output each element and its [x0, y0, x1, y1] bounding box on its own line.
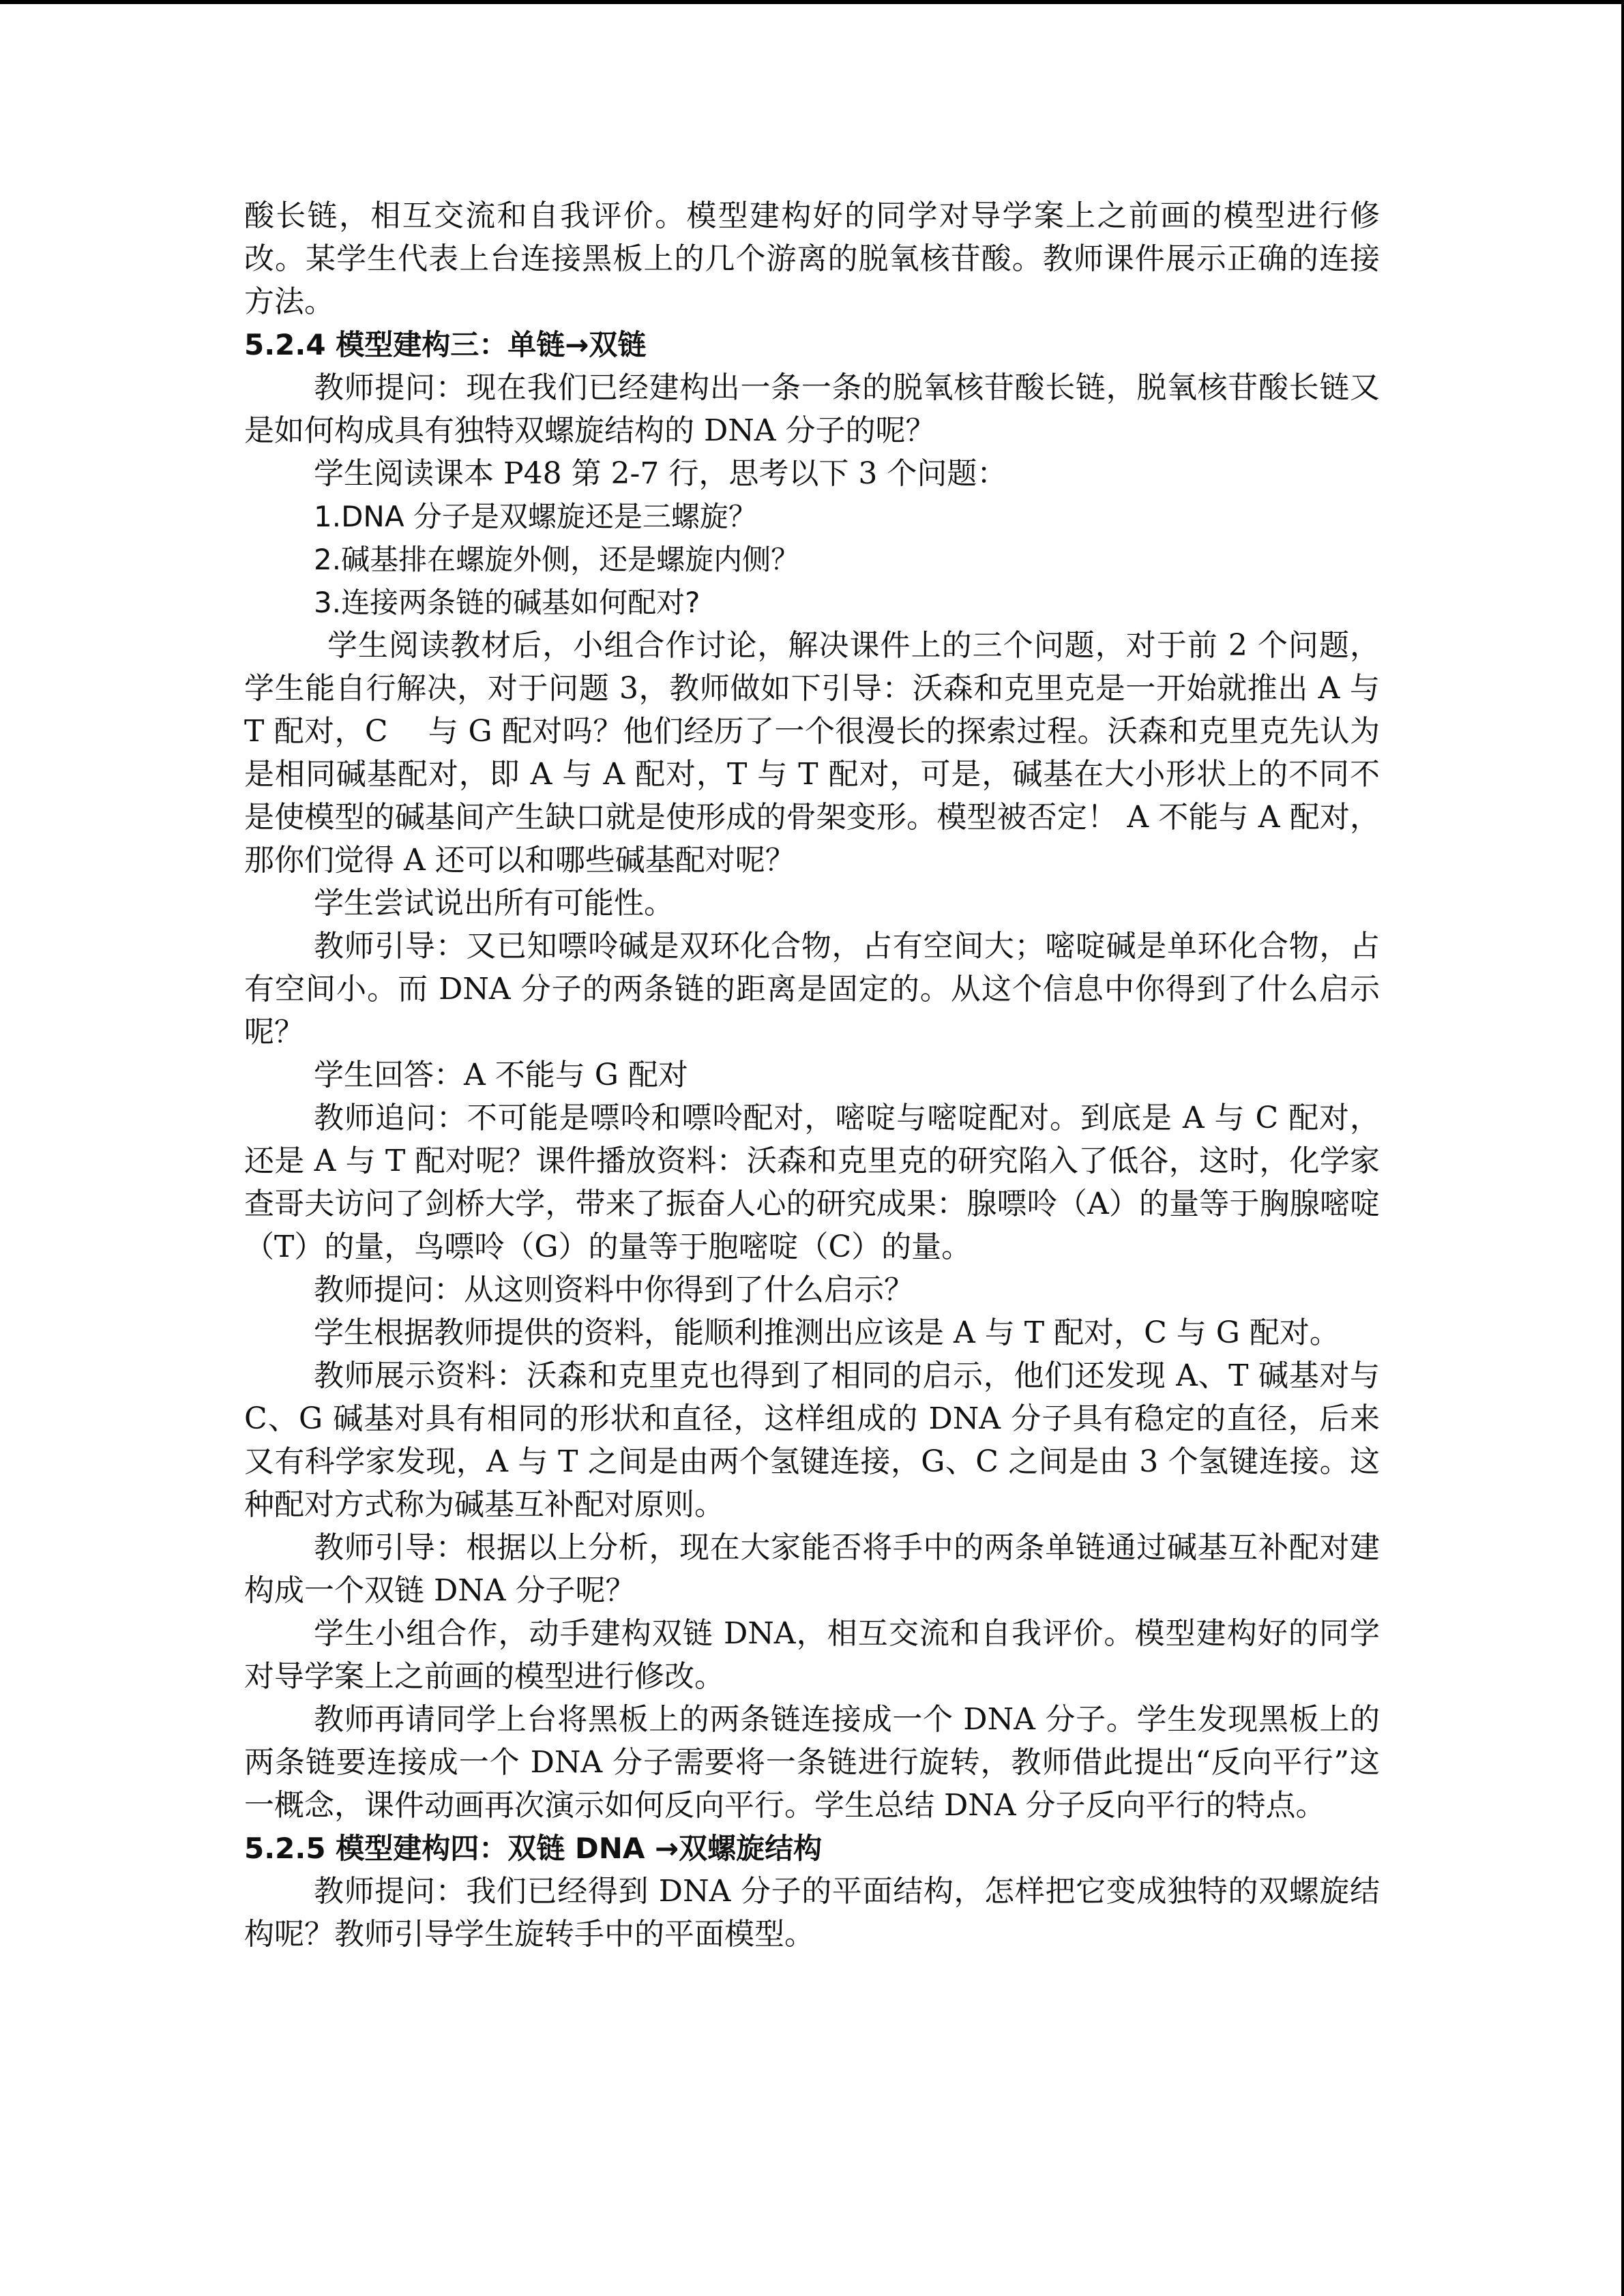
paragraph-teacher-materials: 教师展示资料：沃森和克里克也得到了相同的启示，他们还发现 A、T 碱基对与 C、G 碱基对具有相同的形状和直径，这样组成的 DNA 分子具有稳定的直径，后来又有科学家发现，A 与 T 之间是由两个氢键连接，G、C 之间是由 3 个氢键连接。这种配对方式称为碱基互补配对原则。 [244, 1358, 1380, 1522]
paragraph-teacher-followup: 教师追问：不可能是嘌呤和嘌呤配对，嘧啶与嘧啶配对。到底是 A 与 C 配对，还是 A 与 T 配对呢？课件播放资料：沃森和克里克的研究陷入了低谷，这时，化学家查哥夫访问了剑桥大学，带来了振奋人心的研究成果：腺嘌呤（A）的量等于胸腺嘧啶（T）的量，鸟嘌呤（G）的量等于胞嘧啶（C）的量。 [244, 1101, 1380, 1264]
paragraph-continuation: 酸长链，相互交流和自我评价。模型建构好的同学对导学案上之前画的模型进行修改。某学生代表上台连接黑板上的几个游离的脱氧核苷酸。教师课件展示正确的连接方法。 [244, 198, 1380, 319]
page-top-border [0, 0, 1624, 4]
paragraph-teacher-question: 教师提问：现在我们已经建构出一条一条的脱氧核苷酸长链，脱氧核苷酸长链又是如何构成具有独特双螺旋结构的 DNA 分子的呢？ [244, 370, 1380, 448]
paragraph-student-attempt: 学生尝试说出所有可能性。 [314, 886, 674, 921]
section-heading-5-2-4: 5.2.4 模型建构三：单链→双链 [244, 328, 647, 361]
paragraph-teacher-guidance: 教师引导：又已知嘌呤碱是双环化合物，占有空间大；嘧啶碱是单环化合物，占有空间小。而 DNA 分子的两条链的距离是固定的。从这个信息中你得到了什么启示呢？ [244, 929, 1380, 1049]
question-item-3: 3.连接两条链的碱基如何配对? [314, 586, 700, 619]
section-heading-5-2-5: 5.2.5 模型建构四：双链 DNA →双螺旋结构 [244, 1832, 823, 1865]
paragraph-student-reading: 学生阅读课本 P48 第 2-7 行，思考以下 3 个问题： [314, 456, 1007, 491]
question-item-2: 2.碱基排在螺旋外侧，还是螺旋内侧？ [314, 543, 800, 576]
question-item-1: 1.DNA 分子是双螺旋还是三螺旋？ [314, 500, 757, 533]
paragraph-group-work: 学生小组合作，动手建构双链 DNA，相互交流和自我评价。模型建构好的同学对导学案上之前画的模型进行修改。 [244, 1616, 1380, 1694]
paragraph-student-answer: 学生回答：A 不能与 G 配对 [314, 1058, 688, 1092]
document-body [244, 194, 1380, 1956]
paragraph-teacher-question-2: 教师提问：从这则资料中你得到了什么启示？ [314, 1272, 914, 1307]
paragraph-student-inference: 学生根据教师提供的资料，能顺利推测出应该是 A 与 T 配对，C 与 G 配对。 [314, 1315, 1340, 1350]
paragraph-discussion: 学生阅读教材后，小组合作讨论，解决课件上的三个问题，对于前 2 个问题，学生能自行解决，对于问题 3，教师做如下引导：沃森和克里克是一开始就推出 A 与 T 配对，C 与 G 配对吗？他们经历了一个很漫长的探索过程。沃森和克里克先认为是相同碱基配对，即 A 与 A 配对，T 与 T 配对，可是，碱基在大小形状上的不同不是使模型的碱基间产生缺口就是使形成的骨架变形。模型被否定！ A 不能与 A 配对，那你们觉得 A 还可以和哪些碱基配对呢？ [244, 628, 1380, 878]
page-right-border [1621, 0, 1624, 2296]
paragraph-double-helix: 教师提问：我们已经得到 DNA 分子的平面结构，怎样把它变成独特的双螺旋结构呢？教师引导学生旋转手中的平面模型。 [244, 1874, 1380, 1952]
paragraph-teacher-guidance-2: 教师引导：根据以上分析，现在大家能否将手中的两条单链通过碱基互补配对建构成一个双链 DNA 分子呢？ [244, 1530, 1380, 1608]
paragraph-antiparallel: 教师再请同学上台将黑板上的两条链连接成一个 DNA 分子。学生发现黑板上的两条链要连接成一个 DNA 分子需要将一条链进行旋转，教师借此提出“反向平行”这一概念，课件动画再次演示如何反向平行。学生总结 DNA 分子反向平行的特点。 [244, 1702, 1380, 1823]
